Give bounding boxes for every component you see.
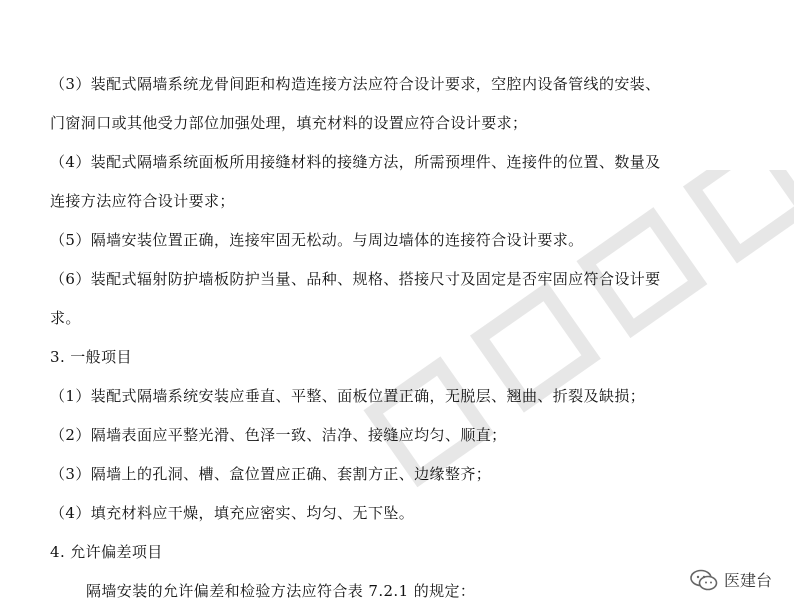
section-heading: 4. 允许偏差项目	[50, 543, 163, 561]
text-line: （6）装配式辐射防护墙板防护当量、品种、规格、搭接尺寸及固定是否牢固应符合设计要	[50, 270, 661, 288]
text-line: （3）装配式隔墙系统龙骨间距和构造连接方法应符合设计要求，空腔内设备管线的安装、	[50, 75, 661, 93]
wechat-icon	[690, 569, 718, 591]
section-heading: 3. 一般项目	[50, 348, 132, 366]
text-line: 隔墙安装的允许偏差和检验方法应符合表 7.2.1 的规定：	[86, 582, 476, 600]
text-line: （3）隔墙上的孔洞、槽、盒位置应正确、套割方正、边缘整齐；	[50, 465, 492, 483]
text-line: （4）填充材料应干燥，填充应密实、均匀、无下坠。	[50, 504, 415, 522]
badge-label: 医建台	[723, 571, 772, 590]
text-line: （4）装配式隔墙系统面板所用接缝材料的接缝方法，所需预埋件、连接件的位置、数量及	[50, 153, 661, 171]
text-line: 求。	[50, 309, 81, 327]
text-line: （2）隔墙表面应平整光滑、色泽一致、洁净、接缝应均匀、顺直；	[50, 426, 507, 444]
wechat-source-badge	[686, 566, 776, 593]
text-line: 门窗洞口或其他受力部位加强处理，填充材料的设置应符合设计要求；	[50, 114, 528, 132]
text-line: （1）装配式隔墙系统安装应垂直、平整、面板位置正确，无脱层、翘曲、折裂及缺损；	[50, 387, 646, 405]
text-line: （5）隔墙安装位置正确，连接牢固无松动。与周边墙体的连接符合设计要求。	[50, 231, 584, 249]
text-line: 连接方法应符合设计要求；	[50, 192, 235, 210]
